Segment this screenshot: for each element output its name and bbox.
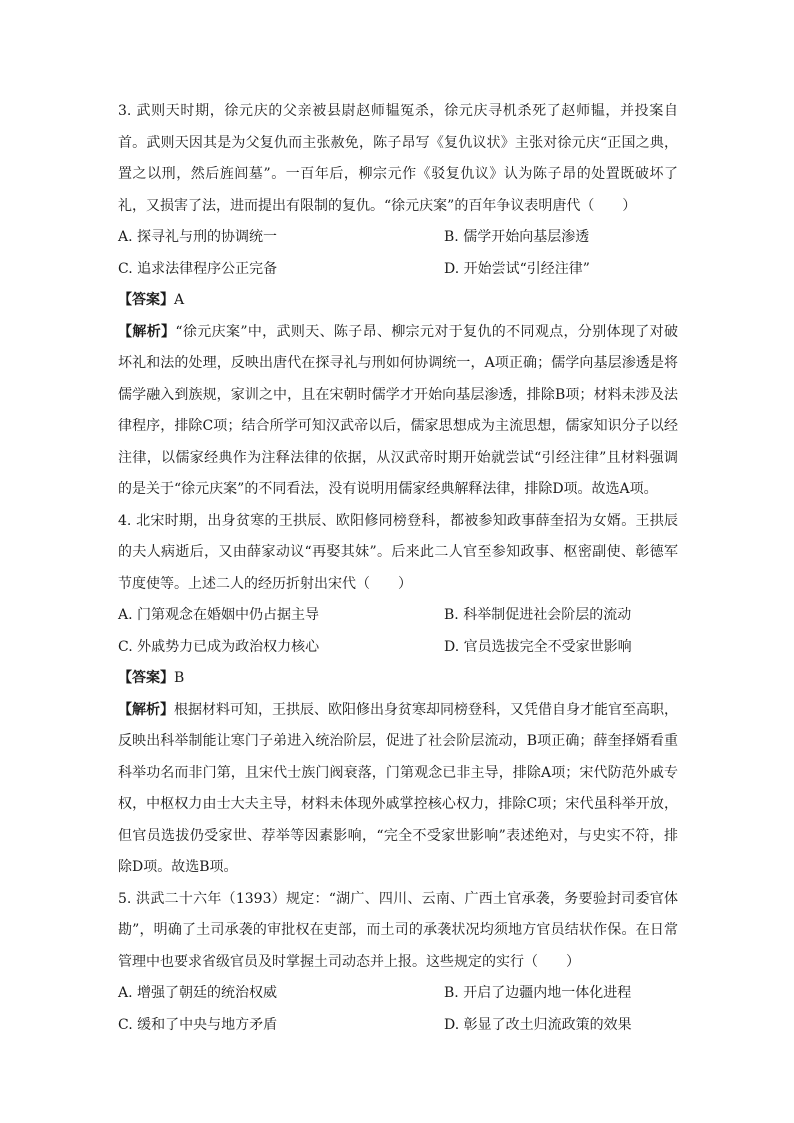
page-content — [118, 96, 678, 1041]
option-c: C. 追求法律程序公正完备 — [118, 260, 278, 277]
option-b: B. 科举制促进社会阶层的流动 — [444, 607, 632, 623]
question-4-answer — [118, 663, 678, 695]
answer-tag: 【答案】 — [118, 670, 174, 686]
question-3-options — [118, 222, 678, 285]
option-b: B. 开启了边疆内地一体化进程 — [444, 985, 632, 1001]
option-a: A. 增强了朝廷的统治权威 — [118, 985, 278, 1001]
option-c: C. 外戚势力已成为政治权力核心 — [118, 638, 320, 655]
option-d: D. 开始尝试“引经注律” — [444, 260, 590, 277]
option-c: C. 缓和了中央与地方矛盾 — [118, 1016, 278, 1033]
analysis-tag: 【解析】 — [118, 323, 176, 340]
question-4-options — [118, 600, 678, 663]
option-a: A. 门第观念在婚姻中仍占据主导 — [118, 607, 320, 623]
question-4-analysis — [118, 695, 678, 884]
answer-tag: 【答案】 — [118, 292, 174, 308]
analysis-text: “徐元庆案”中，武则天、陈子昂、柳宗元对于复仇的不同观点，分别体现了对破坏礼和法的处理，反映出唐代在探寻礼与刑如何协调统一，A项正确；儒学向基层渗透是将儒学融入到族规，家训之中，且在宋朝时儒学才开始向基层渗透，排除B项；材料未涉及法律程序，排除C项；结合所学可知汉武帝以后，儒家思想成为主流思想，儒家知识分子以经注律，以儒家经典作为注释法律的依据，从汉武帝时期开始就尝试“引经注律”且材料强调的是关于“徐元庆案”的不同看法，没有说明用儒家经典解释法律，排除D项。故选A项。 — [118, 323, 679, 497]
question-3-stem: 3. 武则天时期，徐元庆的父亲被县尉赵师韫冤杀，徐元庆寻机杀死了赵师韫，并投案自首。武则天因其是为父复仇而主张赦免，陈子昂写《复仇议状》主张对徐元庆“正国之典，置之以刑，然后旌闾墓”。一百年后，柳宗元作《驳复仇议》认为陈子昂的处置既破坏了礼，又损害了法，进而提出有限制的复仇。“徐元庆案”的百年争议表明唐代（ ） — [118, 103, 678, 214]
answer-value: B — [174, 670, 185, 686]
option-d: D. 彰显了改土归流政策的效果 — [444, 1016, 632, 1033]
analysis-text: 根据材料可知，王拱辰、欧阳修出身贫寒却同榜登科，又凭借自身才能官至高职，反映出科举制能让寒门子弟进入统治阶层，促进了社会阶层流动，B项正确；薛奎择婿看重科举功名而非门第，且宋代士族门阀衰落，门第观念已非主导，排除A项；宋代防范外戚专权，中枢权力由士大夫主导，材料未体现外戚掌控核心权力，排除C项；宋代虽科举开放，但官员选拔仍受家世、荐举等因素影响，“完全不受家世影响”表述绝对，与史实不符，排除D项。故选B项。 — [118, 701, 678, 875]
question-5-options — [118, 978, 678, 1041]
question-3-analysis — [118, 317, 678, 506]
option-a: A. 探寻礼与刑的协调统一 — [118, 229, 278, 245]
analysis-tag: 【解析】 — [118, 701, 174, 718]
answer-value: A — [174, 292, 185, 308]
question-4-stem: 4. 北宋时期，出身贫寒的王拱辰、欧阳修同榜登科，都被参知政事薛奎招为女婿。王拱辰的夫人病逝后，又由薛家动议“再娶其妹”。后来此二人官至参知政事、枢密副使、彰德军节度使等。上述二人的经历折射出宋代（ ） — [118, 512, 678, 592]
option-b: B. 儒学开始向基层渗透 — [444, 229, 590, 245]
option-d: D. 官员选拔完全不受家世影响 — [444, 638, 632, 655]
question-3-answer — [118, 285, 678, 317]
question-5-stem: 5. 洪武二十六年（1393）规定：“湖广、四川、云南、广西土官承袭，务要验封司委官体勘”，明确了土司承袭的审批权在吏部，而土司的承袭状况均须地方官员结状作保。在日常管理中也要求省级官员及时掌握土司动态并上报。这些规定的实行（ ） — [118, 890, 678, 970]
